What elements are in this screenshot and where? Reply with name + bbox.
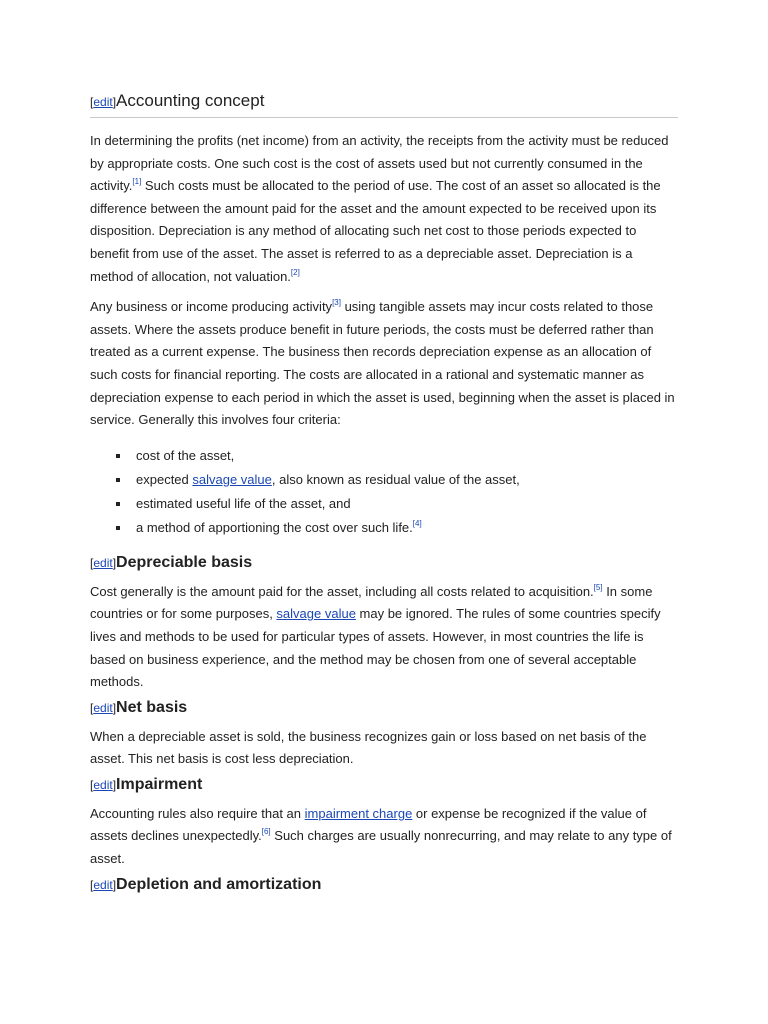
- edit-section-link-wrapper: [edit]: [90, 877, 117, 892]
- salvage-value-link[interactable]: salvage value: [192, 471, 272, 487]
- paragraph-text: Cost generally is the amount paid for the asset, including all costs related to acquisition.: [90, 583, 594, 599]
- paragraph-accounting-2: [90, 296, 678, 432]
- edit-link[interactable]: edit: [93, 555, 113, 570]
- section-title: Impairment: [116, 775, 203, 793]
- citation-ref: [132, 177, 141, 186]
- section-title: Depreciable basis: [116, 553, 253, 571]
- paragraph-text: In determining the profits (net income) from an activity, the receipts from the activity must be reduced by appropriate costs. One such cost is the cost of assets used but not currently consumed in the activity.: [90, 133, 669, 194]
- edit-section-link-wrapper: [edit]: [90, 555, 117, 570]
- bullet-icon: [116, 478, 120, 482]
- citation-ref: [332, 298, 341, 307]
- paragraph-depreciable-basis: [90, 581, 678, 694]
- paragraph-net-basis: [90, 726, 678, 771]
- criteria-list: [90, 444, 678, 540]
- paragraph-text: may be ignored. The rules of some countries specify lives and methods to be used for particular types of assets. However, in most countries the life is based on business experience, and the method may be chosen from one of several acceptable methods.: [90, 606, 661, 690]
- section-heading-impairment: [90, 774, 678, 796]
- edit-section-link-wrapper: [edit]: [90, 700, 117, 715]
- list-item-text: expected: [136, 471, 193, 487]
- citation-ref: [291, 268, 300, 277]
- paragraph-accounting-1: [90, 130, 678, 288]
- list-item: [116, 516, 678, 540]
- impairment-charge-link[interactable]: impairment charge: [304, 805, 413, 821]
- edit-section-link-wrapper: [edit]: [90, 777, 117, 792]
- paragraph-text: using tangible assets may incur costs related to those assets. Where the assets produce benefit in future periods, the costs must be deferred rather than treated as a current expense. The business then records depreciation expense as an allocation of such costs for financial reporting. The costs are allocated in a rational and systematic manner as depreciation expense to each period in which the asset is used, beginning when the asset is placed in service. Generally this involves four criteria:: [90, 299, 675, 428]
- citation-ref: [262, 827, 271, 836]
- bullet-icon: [116, 526, 120, 530]
- edit-section-link-wrapper: [edit]: [90, 95, 117, 109]
- edit-link[interactable]: edit: [93, 95, 113, 109]
- edit-link[interactable]: edit: [93, 877, 113, 892]
- list-item: [116, 492, 678, 516]
- section-title: Accounting concept: [116, 91, 265, 110]
- section-title: Depletion and amortization: [116, 875, 322, 893]
- paragraph-text: Any business or income producing activity: [90, 299, 333, 315]
- paragraph-text: or expense be recognized if the value of assets declines unexpectedly.: [90, 805, 647, 844]
- citation-ref: [594, 583, 603, 592]
- citation-link[interactable]: [5]: [593, 582, 603, 592]
- list-item-text: cost of the asset,: [136, 447, 235, 463]
- section-heading-net-basis: [90, 697, 678, 719]
- citation-link[interactable]: [3]: [332, 298, 341, 308]
- list-item-text: estimated useful life of the asset, and: [136, 495, 351, 511]
- list-item: [116, 468, 678, 492]
- paragraph-impairment: [90, 803, 678, 871]
- citation-link[interactable]: [2]: [290, 267, 300, 277]
- list-item-text: a method of apportioning the cost over such life.: [136, 519, 413, 535]
- article-content: [90, 90, 678, 896]
- salvage-value-link[interactable]: salvage value: [276, 606, 356, 622]
- section-title: Net basis: [116, 698, 188, 716]
- citation-ref: [413, 519, 422, 528]
- paragraph-text: Accounting rules also require that an: [90, 805, 305, 821]
- section-heading-depreciable-basis: [90, 552, 678, 574]
- paragraph-text: In some countries or for some purposes,: [90, 583, 653, 622]
- paragraph-text: Such costs must be allocated to the period of use. The cost of an asset so allocated is the difference between the amount paid for the asset and the amount expected to be received upon its disposition. Depreciation is any method of allocating such net cost to those periods expected to benefit from use of the asset. The asset is referred to as a depreciable asset. Depreciation is a method of allocation, not valuation.: [90, 178, 661, 284]
- citation-link[interactable]: [1]: [132, 177, 142, 187]
- list-item: [116, 444, 678, 468]
- section-heading-accounting-concept: [90, 90, 678, 118]
- paragraph-text: Such charges are usually nonrecurring, and may relate to any type of asset.: [90, 828, 672, 867]
- citation-link[interactable]: [6]: [261, 827, 271, 837]
- section-heading-depletion: [90, 874, 678, 896]
- citation-link[interactable]: [4]: [412, 518, 422, 528]
- list-item-text: , also known as residual value of the asset,: [271, 471, 520, 487]
- edit-link[interactable]: edit: [93, 700, 113, 715]
- bullet-icon: [116, 454, 120, 458]
- paragraph-text: When a depreciable asset is sold, the business recognizes gain or loss based on net basis of the asset. This net basis is cost less depreciation.: [90, 728, 647, 767]
- bullet-icon: [116, 502, 120, 506]
- edit-link[interactable]: edit: [93, 777, 113, 792]
